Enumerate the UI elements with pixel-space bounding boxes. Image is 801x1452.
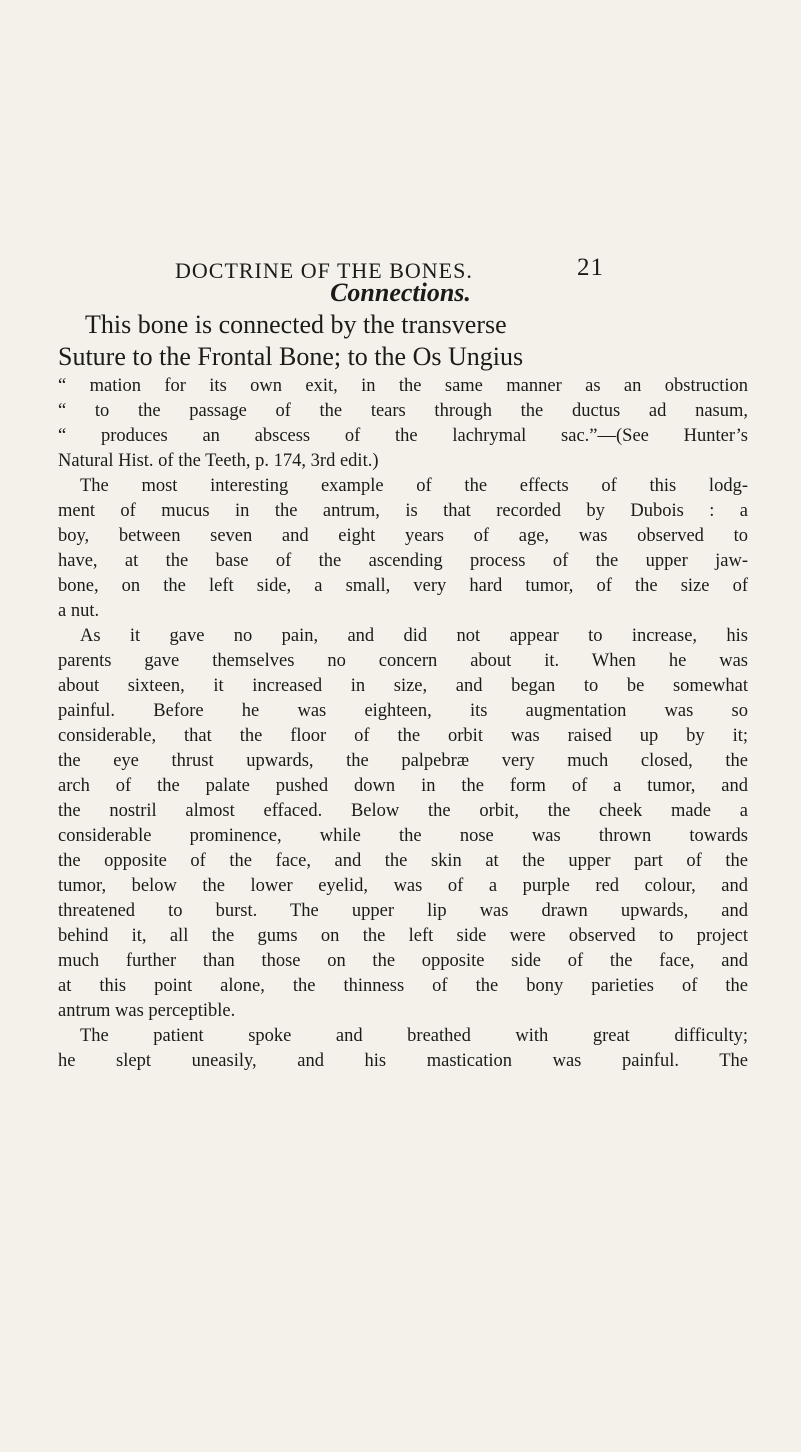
text-line: “ to the passage of the tears through the ductus ad nasum, — [58, 401, 748, 421]
text-line: the nostril almost effaced. Below the orbit, the cheek made a — [58, 801, 748, 821]
text-line: parents gave themselves no concern about it. When he was — [58, 651, 748, 671]
connections-line: This bone is connected by the transverse — [85, 310, 507, 339]
text-line: The patient spoke and breathed with great difficulty; — [80, 1026, 748, 1046]
text-line: the opposite of the face, and the skin at the upper part of the — [58, 851, 748, 871]
text-line: considerable prominence, while the nose was thrown towards — [58, 826, 748, 846]
text-line: As it gave no pain, and did not appear to increase, his — [80, 626, 748, 646]
text-line: a nut. — [58, 601, 100, 621]
text-line: boy, between seven and eight years of age, was observed to — [58, 526, 748, 546]
text-line: “ produces an abscess of the lachrymal sac.”—(See Hunter’s — [58, 426, 748, 446]
text-line: ment of mucus in the antrum, is that recorded by Dubois : a — [58, 501, 748, 521]
text-line: The most interesting example of the effects of this lodg- — [80, 476, 748, 496]
text-line: behind it, all the gums on the left side were observed to project — [58, 926, 748, 946]
text-line: much further than those on the opposite side of the face, and — [58, 951, 748, 971]
text-line: antrum was perceptible. — [58, 1001, 236, 1021]
text-line: painful. Before he was eighteen, its augmentation was so — [58, 701, 748, 721]
text-line: he slept uneasily, and his mastication was painful. The — [58, 1051, 748, 1071]
section-heading: Connections. — [330, 278, 471, 307]
running-head-title: DOCTRINE OF THE BONES. — [175, 258, 473, 283]
text-line: bone, on the left side, a small, very hard tumor, of the size of — [58, 576, 748, 596]
text-line: have, at the base of the ascending process of the upper jaw- — [58, 551, 748, 571]
text-line: arch of the palate pushed down in the form of a tumor, and — [58, 776, 748, 796]
text-line: at this point alone, the thinness of the bony parieties of the — [58, 976, 748, 996]
text-line: tumor, below the lower eyelid, was of a purple red colour, and — [58, 876, 748, 896]
text-line: “ mation for its own exit, in the same manner as an obstruction — [58, 376, 748, 396]
connections-line: Suture to the Frontal Bone; to the Os Ungius — [58, 342, 524, 371]
page-number: 21 — [577, 254, 604, 281]
text-line: threatened to burst. The upper lip was drawn upwards, and — [58, 901, 748, 921]
text-line: Natural Hist. of the Teeth, p. 174, 3rd edit.) — [58, 451, 379, 471]
text-line: about sixteen, it increased in size, and began to be somewhat — [58, 676, 748, 696]
text-line: the eye thrust upwards, the palpebræ very much closed, the — [58, 751, 748, 771]
text-line: considerable, that the floor of the orbit was raised up by it; — [58, 726, 748, 746]
